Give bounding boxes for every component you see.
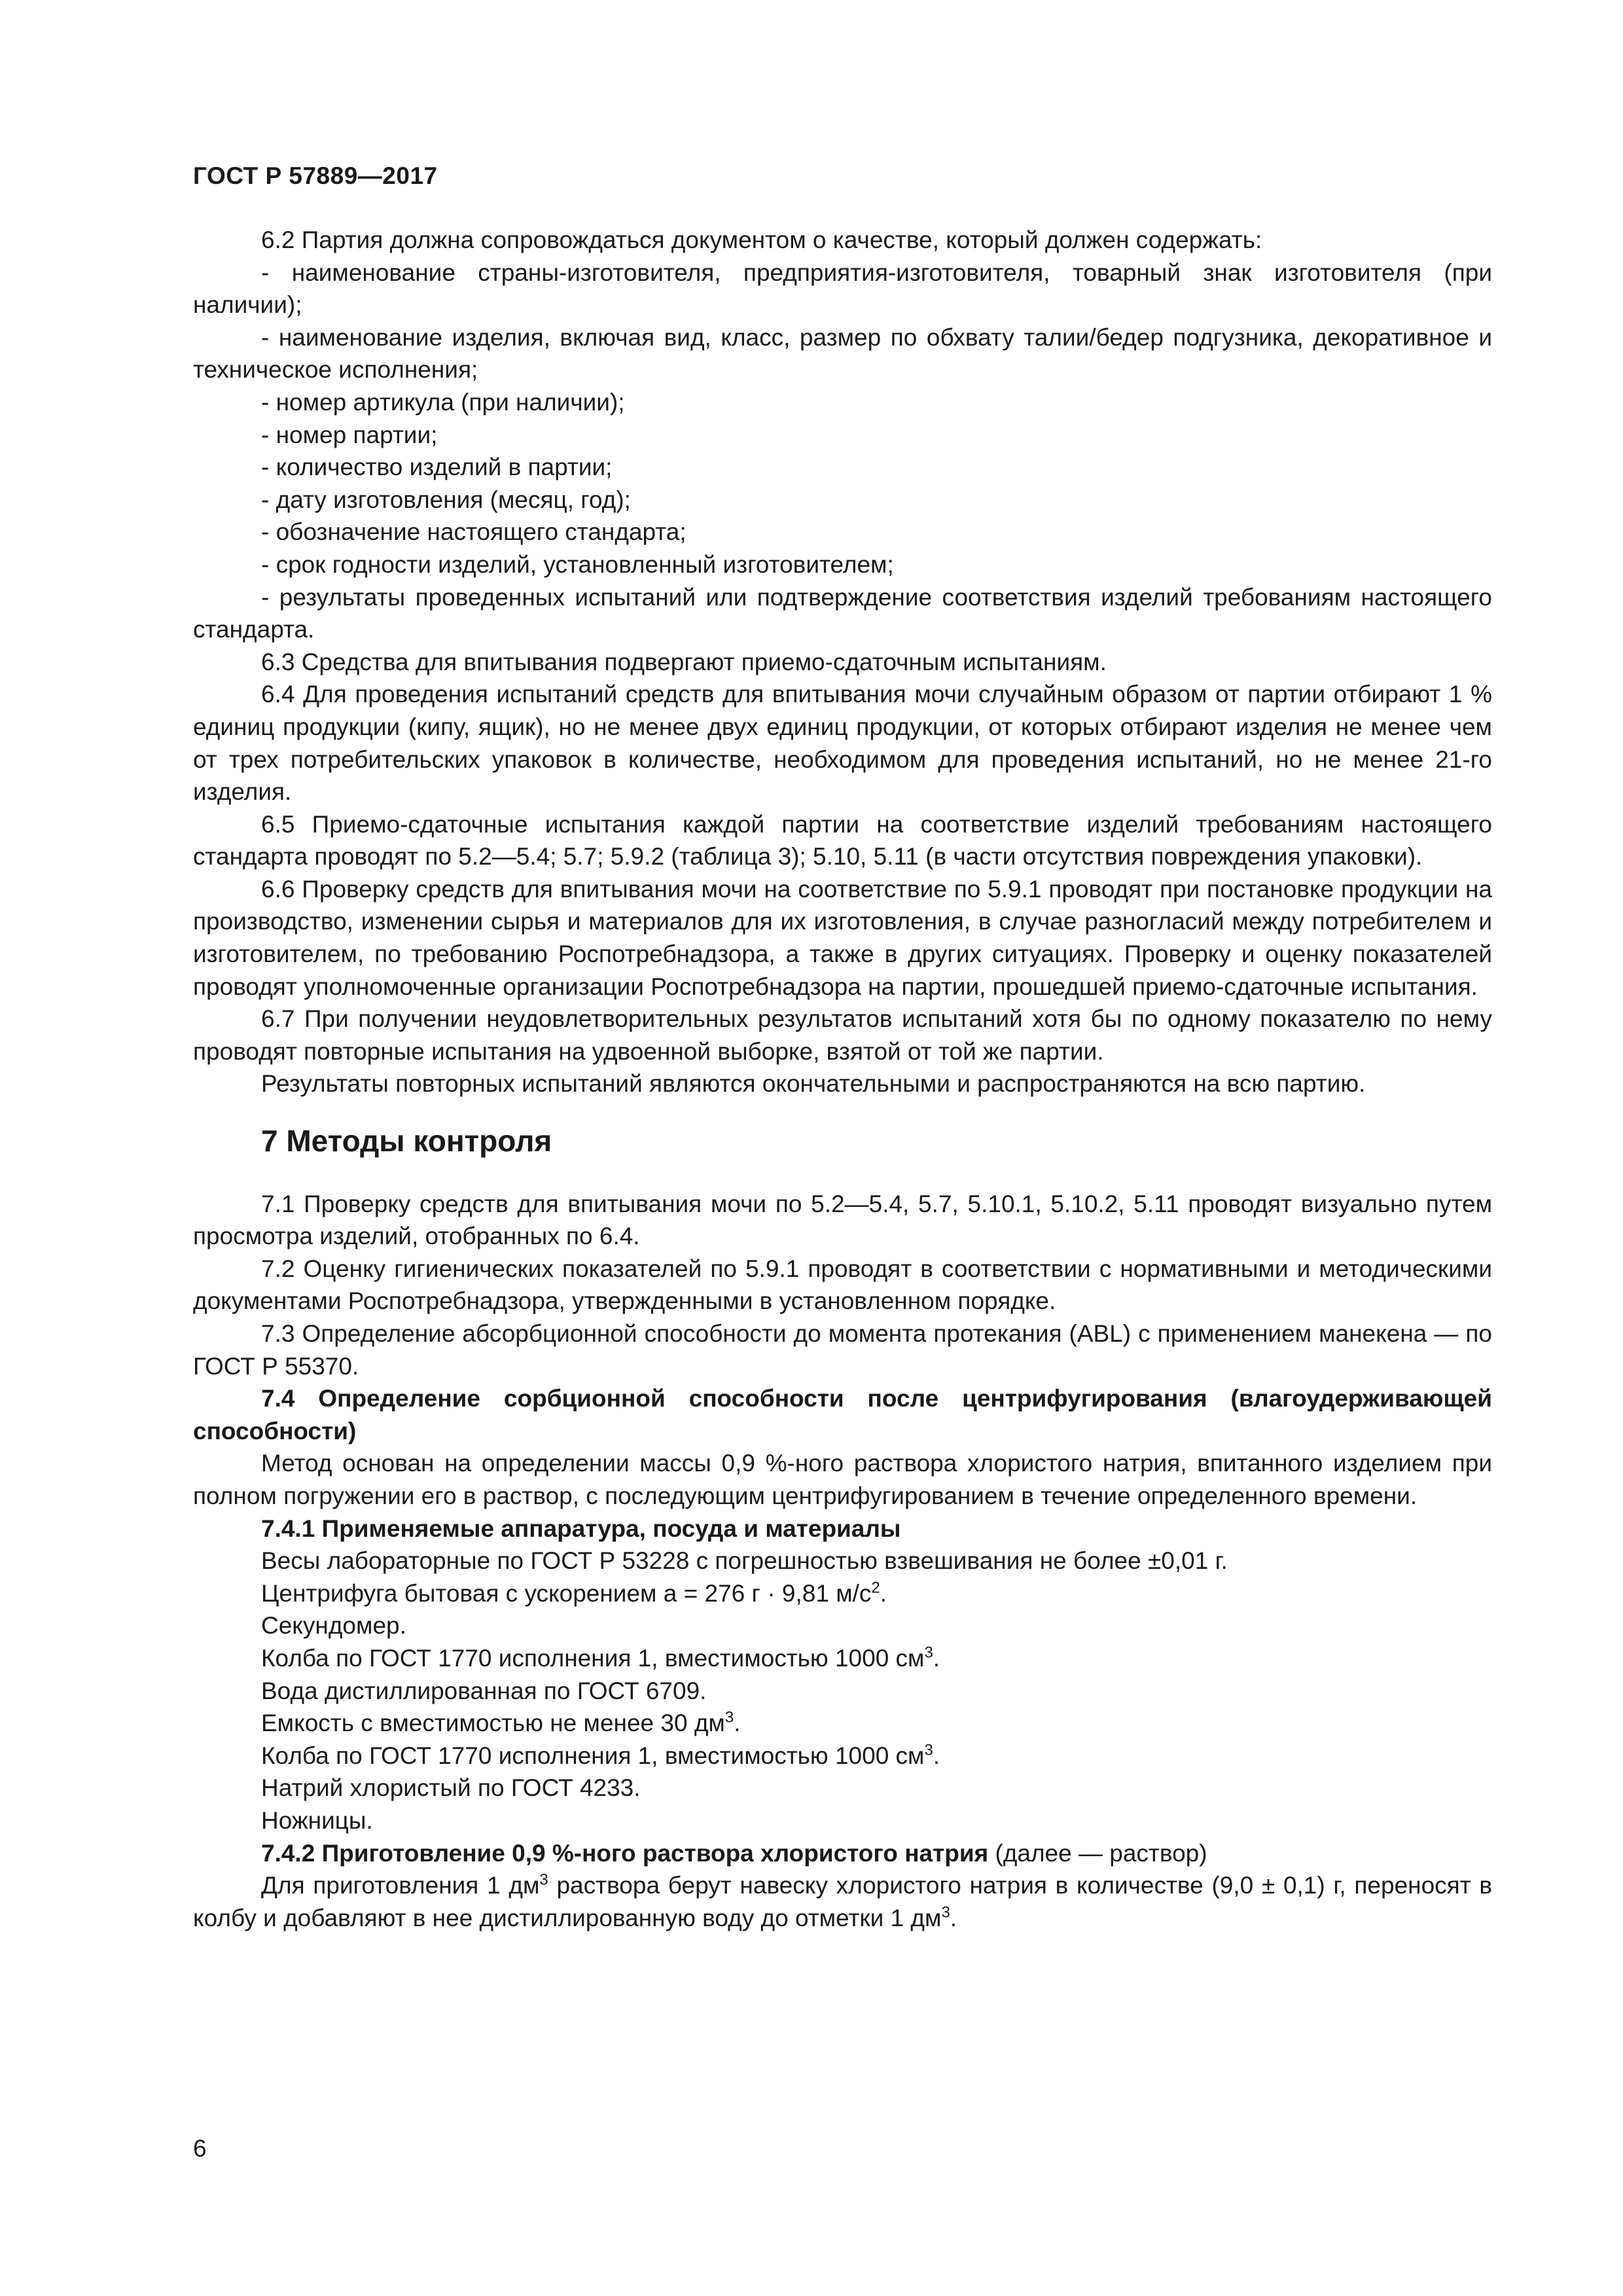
paragraph: 6.4 Для проведения испытаний средств для впитывания мочи случайным образом от партии отбирают 1 % единиц продукции (кипу, ящик), но не менее двух единиц продукции, от которых отбирают изделия не менее чем от трех потребительских упаковок в количестве, необходимом для проведения испытаний, но не менее 21-го изделия. [193, 681, 1492, 806]
document-header: ГОСТ Р 57889—2017 [193, 162, 438, 189]
paragraph [193, 1642, 1492, 1675]
paragraph [193, 1707, 1492, 1740]
heading-rest: (далее — раствор) [988, 1839, 1207, 1867]
subsection-heading: 7.4 Определение сорбционной способности после центрифугирования (влагоудерживающей способности) [193, 1385, 1492, 1444]
paragraph: 7.1 Проверку средств для впитывания мочи по 5.2—5.4, 5.7, 5.10.1, 5.10.2, 5.11 проводят визуально путем просмотра изделий, отобранных по 6.4. [193, 1190, 1492, 1250]
superscript: 3 [539, 1871, 548, 1889]
subsection-heading: 7.4.1 Применяемые аппаратура, посуда и материалы [261, 1515, 901, 1542]
text-part: Колба по ГОСТ 1770 исполнения 1, вместимостью 1000 см [261, 1644, 925, 1672]
paragraph: - результаты проведенных испытаний или подтверждение соответствия изделий требованиям настоящего стандарта. [193, 583, 1492, 643]
paragraph: 6.5 Приемо-сдаточные испытания каждой партии на соответствие изделий требованиям настоящего стандарта проводят по 5.2—5.4; 5.7; 5.9.2 (таблица 3); 5.10, 5.11 (в части отсутствия повреждения упаковки). [193, 810, 1492, 870]
paragraph: 7.3 Определение абсорбционной способности до момента протекания (ABL) с применением манекена — по ГОСТ Р 55370. [193, 1320, 1492, 1380]
paragraph: - срок годности изделий, установленный изготовителем; [261, 550, 894, 578]
superscript: 3 [941, 1903, 950, 1922]
paragraph: 6.7 При получении неудовлетворительных результатов испытаний хотя бы по одному показателю по нему проводят повторные испытания на удвоенной выборке, взятой от той же партии. [193, 1005, 1492, 1065]
paragraph: 6.3 Средства для впитывания подвергают приемо-сдаточным испытаниям. [261, 648, 1107, 675]
superscript: 2 [871, 1579, 880, 1597]
paragraph: - номер партии; [261, 421, 438, 448]
paragraph: Метод основан на определении массы 0,9 %-ного раствора хлористого натрия, впитанного изделием при полном погружении его в раствор, с последующим центрифугированием в течение определенного времени. [193, 1450, 1492, 1509]
paragraph [193, 1577, 1492, 1610]
paragraph: Вода дистиллированная по ГОСТ 6709. [261, 1677, 707, 1704]
text-part: Для приготовления 1 дм [261, 1872, 540, 1899]
text-part: Колба по ГОСТ 1770 исполнения 1, вместимостью 1000 см [261, 1742, 925, 1769]
paragraph: Натрий хлористый по ГОСТ 4233. [261, 1774, 641, 1802]
paragraph: - обозначение настоящего стандарта; [261, 518, 687, 546]
paragraph: 6.2 Партия должна сопровождаться документом о качестве, который должен содержать: [261, 226, 1262, 253]
superscript: 3 [924, 1741, 933, 1759]
paragraph: Ножницы. [261, 1806, 373, 1834]
paragraph: - номер артикула (при наличии); [261, 388, 625, 416]
superscript: 3 [924, 1643, 933, 1662]
paragraph: Весы лабораторные по ГОСТ Р 53228 с погрешностью взвешивания не более ±0,01 г. [261, 1547, 1228, 1575]
text-part: . [933, 1644, 940, 1672]
section-heading: 7 Методы контроля [261, 1124, 552, 1158]
text-part: Центрифуга бытовая с ускорением a = 276 г · 9,81 м/с [261, 1579, 872, 1607]
paragraph [193, 1869, 1492, 1934]
text-part: . [933, 1742, 940, 1769]
paragraph: - дату изготовления (месяц, год); [261, 486, 631, 513]
document-body [193, 224, 1492, 1934]
page-number: 6 [193, 2135, 207, 2162]
paragraph [193, 1740, 1492, 1772]
paragraph: - количество изделий в партии; [261, 454, 613, 481]
paragraph: 6.6 Проверку средств для впитывания мочи на соответствие по 5.9.1 проводят при постановке продукции на производство, изменении сырья и материалов для их изготовления, в случае разногласий между потребителем и изготовителем, по требованию Роспотребнадзора, а также в других ситуациях. Проверку и оценку показателей проводят уполномоченные организации Роспотребнадзора на партии, прошедшей приемо-сдаточные испытания. [193, 875, 1492, 1000]
subsection-heading [193, 1837, 1492, 1870]
paragraph: - наименование страны-изготовителя, предприятия-изготовителя, товарный знак изготовителя (при наличии); [193, 259, 1492, 319]
text-part: . [734, 1710, 741, 1737]
superscript: 3 [724, 1708, 734, 1727]
text-part: раствора берут навеску хлористого натрия в количестве (9,0 ± 0,1) г, переносят в колбу и добавляют в нее дистиллированную воду до отметки 1 дм [193, 1872, 1493, 1931]
paragraph: 7.2 Оценку гигиенических показателей по 5.9.1 проводят в соответствии с нормативными и методическими документами Роспотребнадзора, утвержденными в установленном порядке. [193, 1255, 1492, 1315]
paragraph: Результаты повторных испытаний являются окончательными и распространяются на всю партию. [261, 1070, 1366, 1098]
text-part: . [950, 1904, 957, 1931]
text-part: . [880, 1579, 887, 1607]
paragraph: Секундомер. [261, 1612, 406, 1640]
text-part: Емкость с вместимостью не менее 30 дм [261, 1710, 725, 1737]
heading-bold-part: 7.4.2 Приготовление 0,9 %-ного раствора хлористого натрия [261, 1839, 989, 1867]
paragraph: - наименование изделия, включая вид, класс, размер по обхвату талии/бедер подгузника, декоративное и техническое исполнения; [193, 323, 1492, 384]
